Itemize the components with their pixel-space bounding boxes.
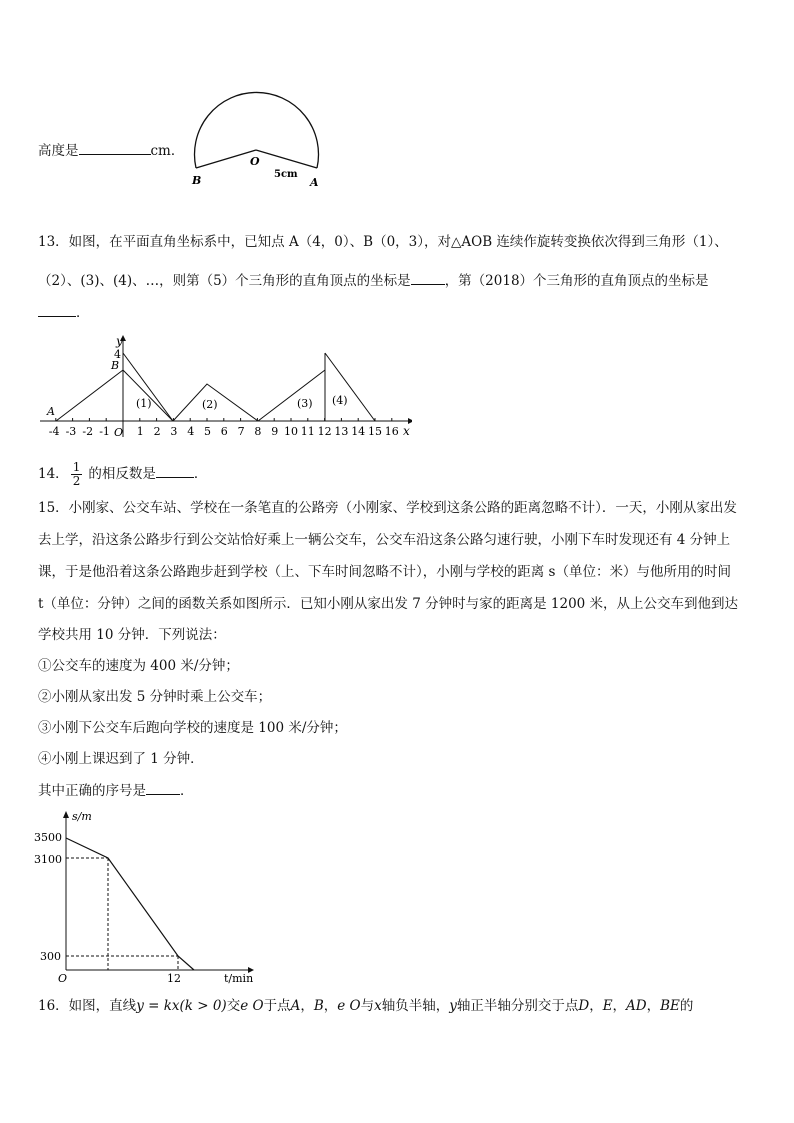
x-tick-label: 4	[187, 425, 195, 438]
x-tick-label: 13	[334, 425, 349, 438]
x-tick-label: 1	[136, 425, 144, 438]
q14-fraction	[71, 461, 83, 488]
label-b: B	[192, 174, 202, 187]
q16-sep: ，	[646, 998, 661, 1014]
q15-blank	[146, 780, 180, 795]
triangle-label-3: (3)	[297, 397, 313, 410]
q15-ask-text: 其中正确的序号是	[38, 783, 146, 799]
x-tick-label: 6	[220, 425, 228, 438]
q15-line: 学校共用 10 分钟．下列说法：	[38, 627, 226, 643]
q16-y-text: 轴正半轴分别交于点	[456, 998, 579, 1014]
q16-sep: ，	[612, 998, 627, 1014]
q16-point-d: D	[578, 998, 590, 1014]
label-5cm: 5cm	[274, 169, 298, 180]
q16-equation: y = kx(k > 0)	[136, 998, 227, 1014]
x-tick-label: 3	[170, 425, 178, 438]
q16-be: BE	[660, 998, 680, 1014]
q16-circle-o-2: e O	[337, 998, 361, 1014]
q14-mid: 的相反数是	[88, 466, 156, 482]
q14-denominator: 2	[72, 474, 81, 488]
q13-line2a: （2）、(3)、(4)、…，则第（5）个三角形的直角顶点的坐标是	[38, 273, 411, 289]
origin-label: O	[114, 426, 124, 439]
q13-line1: 13．如图，在平面直角坐标系中，已知点 A（4，0）、B（0，3），对△AOB 连续作旋转变换依次得到三角形（1）、	[38, 234, 728, 250]
q13-line3	[38, 302, 90, 323]
q16-y: y	[449, 998, 457, 1014]
x-tick-label: 11	[300, 425, 315, 438]
q15-line: t（单位：分钟）之间的函数关系如图所示．已知小刚从家出发 7 分钟时与家的距离是 1200 米，从上公交车到他到达	[38, 596, 739, 612]
triangle-label-1: (1)	[136, 397, 152, 410]
q16-circle-o: e O	[240, 998, 264, 1014]
q16-end: 的	[679, 998, 694, 1014]
q16-p3: 交	[226, 998, 241, 1014]
point-b-label: B	[111, 359, 120, 372]
distance-time-graph	[34, 808, 264, 988]
q15-ask	[38, 780, 194, 801]
x-tick-label: 9	[271, 425, 279, 438]
q14-blank	[156, 463, 194, 478]
q16-p5: 于点	[263, 998, 291, 1014]
q15-statement-1: ①公交车的速度为 400 米/分钟；	[38, 658, 239, 674]
q12-blank	[79, 140, 151, 155]
x-tick-label: 8	[254, 425, 262, 438]
q16-x-text: 轴负半轴，	[381, 998, 450, 1014]
x-tick-label: 14	[351, 425, 366, 438]
radius-ob	[196, 150, 256, 168]
q16-point-e: E	[602, 998, 613, 1014]
x-tick-label: -2	[82, 425, 94, 438]
q14-numerator: 1	[72, 460, 81, 474]
q16-p1: 16．如图，直线	[38, 998, 137, 1014]
q13-line2b: ，第（2018）个三角形的直角顶点的坐标是	[444, 273, 709, 289]
q16-sep: ，	[589, 998, 603, 1014]
distance-line	[66, 838, 194, 970]
radius-oa	[256, 150, 317, 168]
q15-ask-end: ．	[180, 783, 194, 799]
y-tick-4: 4	[114, 348, 121, 361]
q13-blank1	[411, 270, 445, 285]
triangle-1-hyp	[123, 353, 173, 421]
label-o: O	[250, 155, 260, 168]
x-tick-label: 2	[153, 425, 161, 438]
q16-point-a: A	[290, 998, 301, 1014]
q16-ad: AD	[626, 998, 647, 1014]
s-tick-3100: 3100	[34, 853, 62, 866]
q12-unit: cm．	[150, 143, 185, 159]
t-tick-12: 12	[167, 972, 181, 985]
x-tick-label: -3	[65, 425, 77, 438]
q13-line2	[38, 270, 709, 291]
x-tick-label: 10	[284, 425, 298, 438]
t-axis-label: t/min	[224, 972, 254, 985]
triangle-4	[325, 353, 375, 421]
q13-blank2	[38, 302, 76, 317]
q12-line	[38, 140, 184, 161]
q16-sep: ，	[323, 998, 338, 1014]
y-axis-label: y	[116, 334, 123, 348]
x-tick-label: 12	[317, 425, 332, 438]
x-axis-label: x	[403, 424, 410, 438]
q14-line	[38, 460, 207, 488]
q15-statement-2: ②小刚从家出发 5 分钟时乘上公交车；	[38, 689, 272, 705]
x-tick-label: 16	[384, 425, 399, 438]
sector-figure	[186, 86, 326, 192]
x-tick-label: 5	[204, 425, 211, 438]
q13-line3-end: ．	[76, 305, 90, 321]
triangle-label-2: (2)	[202, 398, 218, 411]
q16-x: x	[374, 998, 382, 1014]
s-tick-300: 300	[40, 950, 61, 963]
x-tick-label: -4	[48, 425, 60, 438]
rotation-figure	[36, 333, 412, 441]
label-a: A	[310, 176, 319, 189]
s-axis-label: s/m	[72, 810, 92, 823]
q16-with: 与	[360, 998, 375, 1014]
q15-statement-3: ③小刚下公交车后跑向学校的速度是 100 米/分钟；	[38, 720, 347, 736]
origin-label: O	[58, 972, 68, 985]
q16-point-b: B	[313, 998, 324, 1014]
q12-text: 高度是	[38, 143, 79, 159]
q14-prefix: 14．	[38, 466, 69, 482]
q15-line: 课，于是他沿着这条公路跑步赶到学校（上、下车时间忽略不计），小刚与学校的距离 s（单位：米）与他所用的时间	[38, 564, 731, 580]
triangle-3	[258, 370, 325, 421]
q16-line	[38, 996, 693, 1016]
point-a-label: A	[47, 405, 55, 418]
x-tick-label: 7	[237, 425, 245, 438]
s-tick-3500: 3500	[34, 831, 62, 844]
q15-line: 去上学，沿这条公路步行到公交站恰好乘上一辆公交车，公交车沿这条公路匀速行驶，小刚下车时发现还有 4 分钟上	[38, 532, 731, 548]
q14-end: ．	[193, 466, 208, 482]
q15-line: 15．小刚家、公交车站、学校在一条笔直的公路旁（小刚家、学校到这条公路的距离忽略不计）．一天，小刚从家出发	[38, 500, 737, 516]
triangle-label-4: (4)	[332, 394, 348, 407]
x-tick-label: 15	[368, 425, 382, 438]
triangle-0-1	[56, 370, 173, 421]
x-tick-label: -1	[99, 425, 110, 438]
q16-sep: ，	[300, 998, 314, 1014]
q15-statement-4: ④小刚上课迟到了 1 分钟．	[38, 751, 204, 767]
s-axis-arrow	[63, 811, 69, 818]
